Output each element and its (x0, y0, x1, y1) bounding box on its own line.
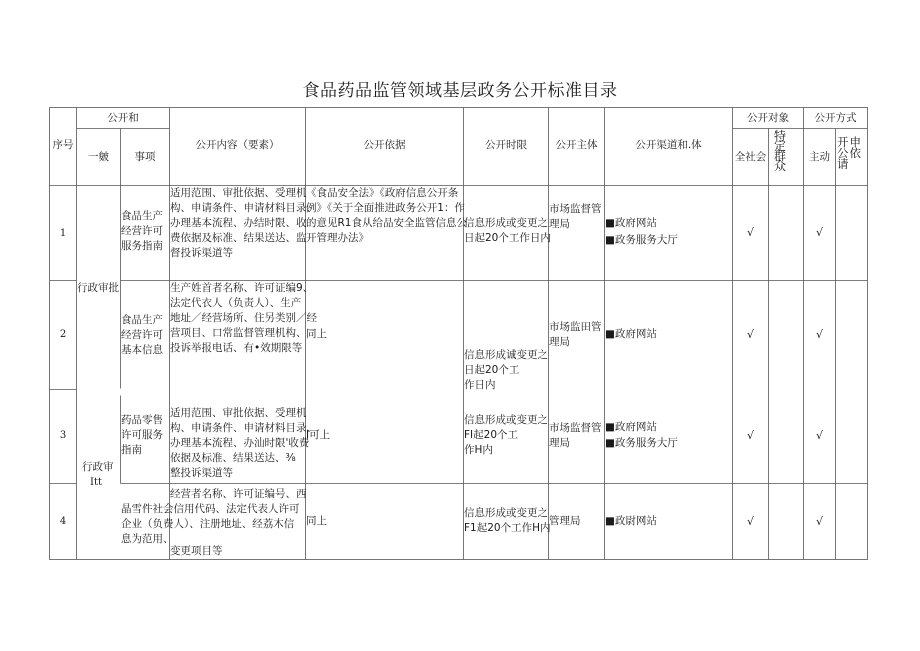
row-2-all-check: √ (746, 328, 754, 341)
row-4-seq: 4 (59, 516, 67, 527)
header-method-active: 主动 (809, 151, 830, 163)
row-1-active-check: √ (815, 226, 823, 239)
row-4-channel: ■政尉网站 (605, 515, 657, 527)
row-1-seq: 1 (59, 228, 67, 239)
page-title: 食品药品监管领域基层政务公开标准目录 (302, 81, 618, 101)
header-method-request: 开申公依请 (837, 135, 862, 171)
row-4-all-check: √ (746, 515, 754, 528)
header-item: 事项 (134, 151, 156, 163)
header-subject: 公开主体 (555, 139, 598, 151)
header-channel: 公开渠道和.体 (635, 139, 702, 151)
group-label-approval-2: 行政审 (82, 461, 114, 473)
header-content: 公开内容（要素） (195, 139, 280, 151)
row-4-active-check: √ (815, 515, 823, 528)
row-3-basis: I可上 (306, 429, 331, 441)
row-4-subject: 管理局 (549, 515, 581, 527)
row-4-basis: 同上 (306, 515, 327, 527)
header-method: 公开方式 (814, 112, 857, 124)
header-basis: 公开依据 (363, 139, 406, 151)
header-audience: 公开对象 (747, 112, 789, 124)
header-category: 公开和 (107, 112, 139, 124)
row-2-seq: 2 (59, 329, 67, 340)
row-3-all-check: √ (746, 429, 754, 442)
header-audience-specific: 特定群众 (773, 129, 786, 173)
header-timelimit: 公开时限 (485, 139, 527, 151)
header-audience-all: 全社会 (734, 151, 767, 163)
group-label-approval: 行政审批 (77, 282, 119, 294)
group-label-approval-3: Itt (90, 477, 102, 488)
row-2-channel: ■政府网站 (605, 328, 657, 340)
row-3-active-check: √ (815, 429, 823, 442)
row-1-all-check: √ (746, 226, 754, 239)
header-level1: 一皴 (88, 151, 109, 163)
row-2-active-check: √ (815, 328, 823, 341)
row-3-seq: 3 (59, 430, 67, 441)
header-seq: 序号 (52, 139, 74, 151)
row-2-basis: 同上 (306, 328, 327, 340)
